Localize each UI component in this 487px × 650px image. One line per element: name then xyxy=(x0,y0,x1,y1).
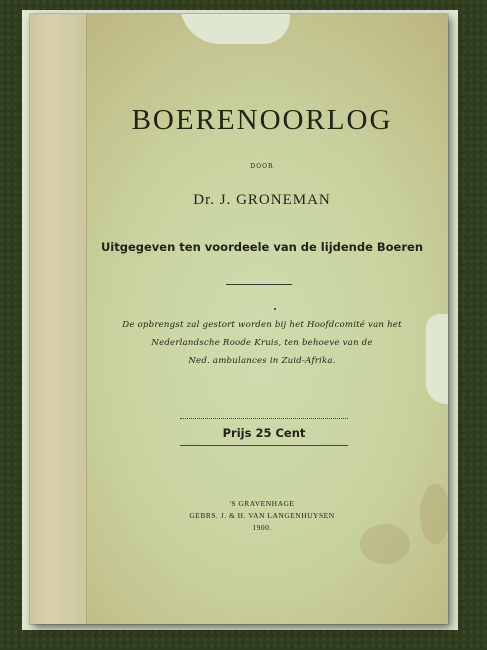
cover-spine xyxy=(30,14,87,624)
imprint-city: 'S GRAVENHAGE xyxy=(229,499,295,508)
imprint xyxy=(86,498,438,534)
price-rule-bottom xyxy=(180,445,348,446)
cover-text xyxy=(86,14,438,624)
proceeds-line: Nederlandsche Roode Kruis, ten behoeve van de xyxy=(151,338,373,348)
author-name: Dr. J. GRONEMAN xyxy=(193,192,331,208)
proceeds-line: De opbrengst zal gestort worden bij het Hoofdcomité van het xyxy=(122,320,402,330)
divider-dot xyxy=(274,308,276,310)
price-rule-top xyxy=(180,418,348,419)
booklet-cover xyxy=(30,14,448,624)
imprint-year: 1900. xyxy=(252,523,272,532)
divider-rule xyxy=(226,284,292,285)
imprint-printer: GEBRS. J. & H. VAN LANGENHUYSEN xyxy=(189,511,335,520)
by-label: DOOR xyxy=(250,163,274,170)
price-label: Prijs 25 Cent xyxy=(222,426,306,440)
publisher-note: Uitgegeven ten voordeele van de lijdende Boeren xyxy=(100,240,424,254)
price-box xyxy=(180,418,348,448)
proceeds-line: Ned. ambulances in Zuid-Afrika. xyxy=(188,356,336,366)
proceeds-note xyxy=(94,316,430,370)
book-title: BOERENOORLOG xyxy=(131,104,393,136)
